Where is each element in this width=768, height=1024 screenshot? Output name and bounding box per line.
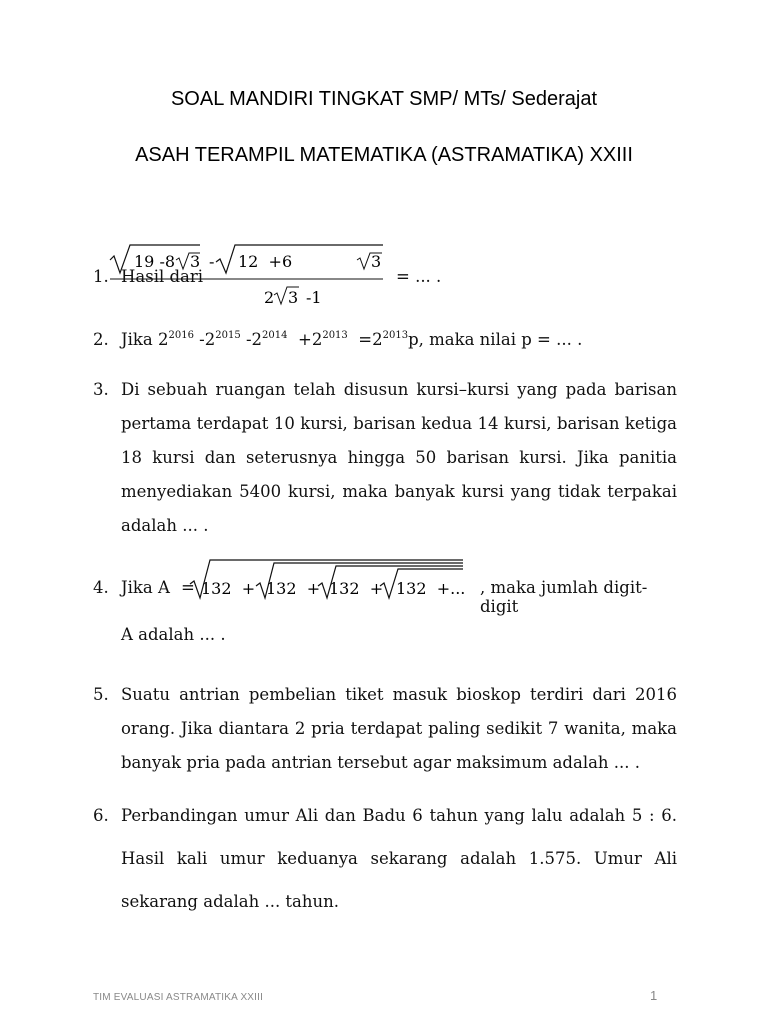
q1-rad-b: 3 xyxy=(371,252,382,271)
question-number: 6. xyxy=(93,806,109,825)
q4-term: 132 + xyxy=(329,579,384,598)
question-line: orang. Jika diantara 2 pria terdapat paling sedikit 7 wanita, maka xyxy=(121,719,677,738)
q4-equals: = xyxy=(181,578,195,597)
question-line: 18 kursi dan seterusnya hingga 50 barisan kursi. Jika panitia xyxy=(121,448,677,467)
question-number: 2. xyxy=(93,330,109,349)
q4-term: 132 +... xyxy=(396,579,466,598)
question-line: menyediakan 5400 kursi, maka banyak kursi yang tidak terpakai xyxy=(121,482,677,501)
question-number: 3. xyxy=(93,380,109,399)
question-text: Hasil dari xyxy=(121,267,204,286)
question-line: adalah ... . xyxy=(121,516,209,535)
q2-exp: 2016 xyxy=(168,330,194,341)
q4-radical-svg xyxy=(188,558,468,604)
question-line: pertama terdapat 10 kursi, barisan kedua 14 kursi, barisan ketiga xyxy=(121,414,677,433)
q4-term: 132 + xyxy=(266,579,321,598)
question-line: Suatu antrian pembelian tiket masuk bioskop terdiri dari 2016 xyxy=(121,685,677,704)
q1-tail-text: = ... . xyxy=(396,267,442,286)
q2-part: -2 xyxy=(193,330,216,349)
question-text: Jika A xyxy=(121,578,170,597)
question-line: A adalah ... . xyxy=(121,625,226,644)
document-subtitle: ASAH TERAMPIL MATEMATIKA (ASTRAMATIKA) XXIII xyxy=(135,144,633,166)
question-text xyxy=(121,330,677,349)
q2-part: Jika 2 xyxy=(121,330,169,349)
q1-rad-a: 3 xyxy=(190,252,201,271)
q2-part: p, maka nilai p = ... . xyxy=(408,330,583,349)
q4-nested-radical xyxy=(188,558,468,604)
q1-minus: - xyxy=(209,252,215,271)
question-number: 4. xyxy=(93,578,109,597)
q1-num-a: 19 -8 xyxy=(134,252,176,271)
q4-tail-text: , maka jumlah digit-digit xyxy=(480,578,648,616)
q2-part: -2 xyxy=(240,330,263,349)
q1-den-b: -1 xyxy=(306,288,322,307)
q1-num-b: 12 +6 xyxy=(238,252,293,271)
footer-text: TIM EVALUASI ASTRAMATIKA XXIII xyxy=(93,992,264,1003)
q2-exp: 2013 xyxy=(322,330,348,341)
question-line: Di sebuah ruangan telah disusun kursi–kursi yang pada barisan xyxy=(121,380,677,399)
q2-part: =2 xyxy=(347,330,383,349)
page-number: 1 xyxy=(650,988,658,1003)
q1-den-a: 2 xyxy=(264,288,275,307)
document-title: SOAL MANDIRI TINGKAT SMP/ MTs/ Sederajat xyxy=(170,88,598,110)
q1-fraction-formula xyxy=(108,241,393,309)
question-line: Hasil kali umur keduanya sekarang adalah 1.575. Umur Ali xyxy=(121,849,677,868)
q2-exp: 2014 xyxy=(262,330,288,341)
question-number: 5. xyxy=(93,685,109,704)
q2-exp: 2013 xyxy=(382,330,409,341)
q1-rad-c: 3 xyxy=(288,288,299,307)
q4-term: 132 + xyxy=(201,579,256,598)
q1-formula-svg xyxy=(108,241,393,309)
question-line: banyak pria pada antrian tersebut agar maksimum adalah ... . xyxy=(121,753,641,772)
question-line: Perbandingan umur Ali dan Badu 6 tahun yang lalu adalah 5 : 6. xyxy=(121,806,677,825)
q2-part: +2 xyxy=(287,330,323,349)
question-line: sekarang adalah ... tahun. xyxy=(121,892,340,911)
question-number: 1. xyxy=(93,267,109,286)
q1-tail xyxy=(396,267,516,286)
q2-exp: 2015 xyxy=(215,330,241,341)
q4-tail xyxy=(480,578,680,616)
